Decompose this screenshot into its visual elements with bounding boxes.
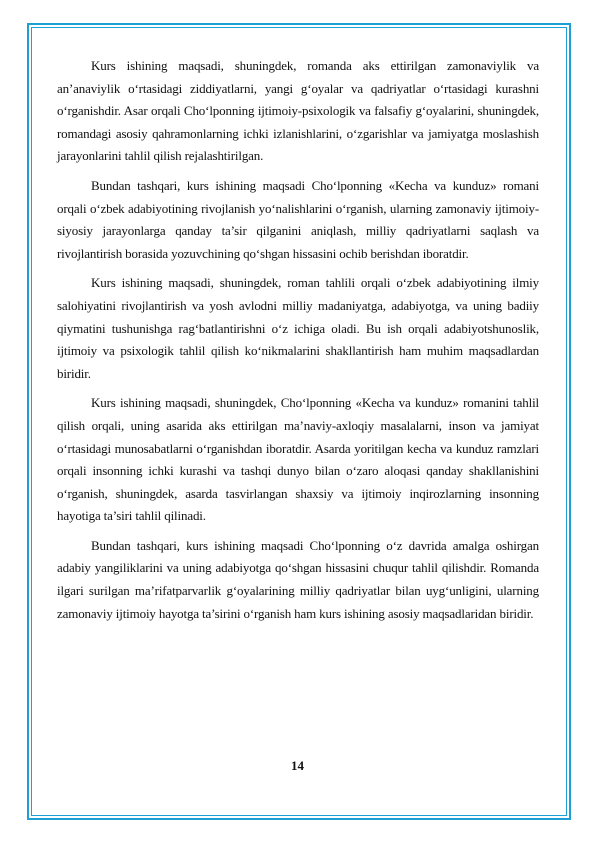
paragraph-1: Kurs ishining maqsadi, shuningdek, romanda aks ettirilgan zamonaviylik va an’anaviylik o‘rtasidagi ziddiyatlarni, yangi g‘oyalar va qadriyatlar o‘rtasidagi kurashni o‘rganishdir. Asar orqali Cho‘lponning ijtimoiy-psixologik va falsafiy g‘oyalarini, shuningdek, romandagi asosiy qahramonlarning ichki izlanishlarini, o‘zgarishlar va jamiyatga moslashish jarayonlarini tahlil qilish rejalashtirilgan. <box>57 58 539 164</box>
paragraph-3: Kurs ishining maqsadi, shuningdek, roman tahlili orqali o‘zbek adabiyotining ilmiy salohiyatini rivojlantirish va yosh avlodni milliy madaniyatga, adabiyotga, va uning badiiy qiymatini tushunishga rag‘batlantirishni o‘z ichiga oladi. Bu ish orqali adabiyotshunoslik, ijtimoiy va psixologik tahlil qilish ko‘nikmalarini shakllantirish ham muhim maqsadlardan biridir. <box>57 275 539 381</box>
document-body <box>57 55 539 632</box>
paragraph-2: Bundan tashqari, kurs ishining maqsadi Cho‘lponning «Kecha va kunduz» romani orqali o‘zbek adabiyotining rivojlanish yo‘nalishlarini o‘rganish, ularning zamonaviy ijtimoiy-siyosiy jarayonlarga qanday ta’sir qilganini aniqlash, milliy qadriyatlarni saqlash va rivojlantirish borasida yozuvchining qo‘shgan hissasini ochib berishdan iboratdir. <box>57 177 539 261</box>
paragraph-4: Kurs ishining maqsadi, shuningdek, Cho‘lponning «Kecha va kunduz» romanini tahlil qilish orqali, uning asarida aks ettirilgan ma’naviy-axloqiy masalalarni, inson va jamiyat o‘rtasidagi munosabatlarni o‘rganishdan iboratdir. Asarda yoritilgan kecha va kunduz ramzlari orqali insonning ichki kurashi va tashqi dunyo bilan o‘zaro aloqasi qanday shakllanishini o‘rganish, shuningdek, asarda tasvirlangan shaxsiy va ijtimoiy inqirozlarning insonning hayotiga ta’siri tahlil qilinadi. <box>57 395 539 524</box>
paragraph-5: Bundan tashqari, kurs ishining maqsadi Cho‘lponning o‘z davrida amalga oshirgan adabiy yangiliklarini va uning adabiyotga qo‘shgan hissasini chuqur tahlil qilishdir. Romanda ilgari surilgan ma’rifatparvarlik g‘oyalarining milliy qadriyatlar bilan uyg‘unligini, ularning zamonaviy ijtimoiy hayotga ta’sirini o‘rganish ham kurs ishining asosiy maqsadlaridan biridir. <box>57 537 539 621</box>
page-number: 14 <box>291 758 304 773</box>
